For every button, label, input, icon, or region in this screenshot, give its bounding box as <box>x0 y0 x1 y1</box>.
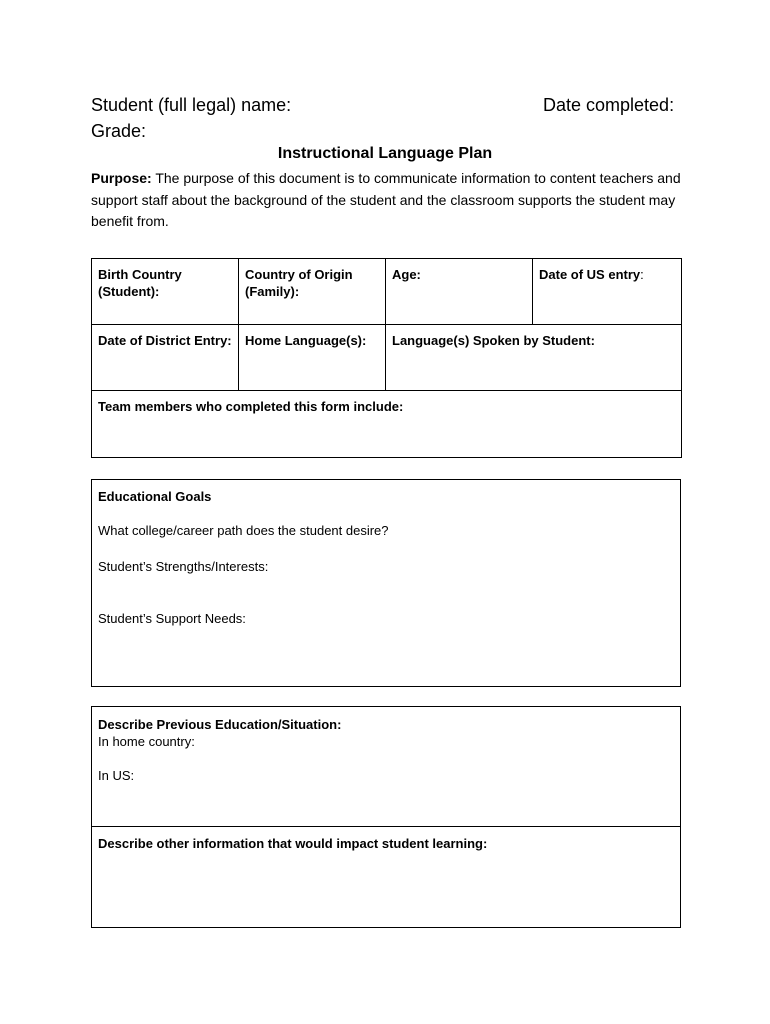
birth-country-label: Birth Country (Student): <box>98 267 182 299</box>
previous-education-box[interactable] <box>91 706 681 827</box>
previous-education-heading: Describe Previous Education/Situation: <box>98 717 342 732</box>
country-of-origin-cell[interactable] <box>239 259 386 325</box>
home-country-label: In home country: <box>98 734 195 749</box>
table-row <box>92 391 682 458</box>
strengths-label: Student’s Strengths/Interests: <box>98 559 269 574</box>
career-path-question: What college/career path does the student desire? <box>98 523 389 538</box>
other-info-heading: Describe other information that would impact student learning: <box>98 836 488 851</box>
team-members-cell[interactable] <box>92 391 682 458</box>
purpose-text: The purpose of this document is to communicate information to content teachers and support staff about the background of the student and the classroom supports the student may benefit from. <box>91 170 681 229</box>
student-name-label: Student (full legal) name: <box>91 95 292 115</box>
page-title: Instructional Language Plan <box>277 145 493 162</box>
date-district-entry-cell[interactable] <box>92 325 239 391</box>
languages-spoken-cell[interactable] <box>386 325 682 391</box>
date-us-entry-cell[interactable] <box>533 259 682 325</box>
age-cell[interactable] <box>386 259 533 325</box>
student-info-table <box>91 258 682 458</box>
date-us-entry-colon: : <box>640 267 644 282</box>
table-row <box>92 325 682 391</box>
educational-goals-box[interactable] <box>91 479 681 687</box>
date-district-entry-label: Date of District Entry: <box>98 333 232 348</box>
support-needs-label: Student’s Support Needs: <box>98 611 246 626</box>
purpose-paragraph <box>91 168 681 233</box>
in-us-label: In US: <box>98 768 135 783</box>
table-row <box>92 259 682 325</box>
languages-spoken-label: Language(s) Spoken by Student: <box>392 333 595 348</box>
birth-country-cell[interactable] <box>92 259 239 325</box>
other-info-box[interactable] <box>91 826 681 928</box>
country-of-origin-label: Country of Origin (Family): <box>245 267 353 299</box>
grade-label: Grade: <box>91 121 147 141</box>
date-completed-label: Date completed: <box>543 95 675 115</box>
home-languages-label: Home Language(s): <box>245 333 367 348</box>
date-us-entry-label: Date of US entry <box>539 267 641 282</box>
purpose-label: Purpose: <box>91 170 152 186</box>
home-languages-cell[interactable] <box>239 325 386 391</box>
team-members-label: Team members who completed this form include: <box>98 399 404 414</box>
educational-goals-heading: Educational Goals <box>98 489 212 504</box>
age-label: Age: <box>392 267 421 282</box>
